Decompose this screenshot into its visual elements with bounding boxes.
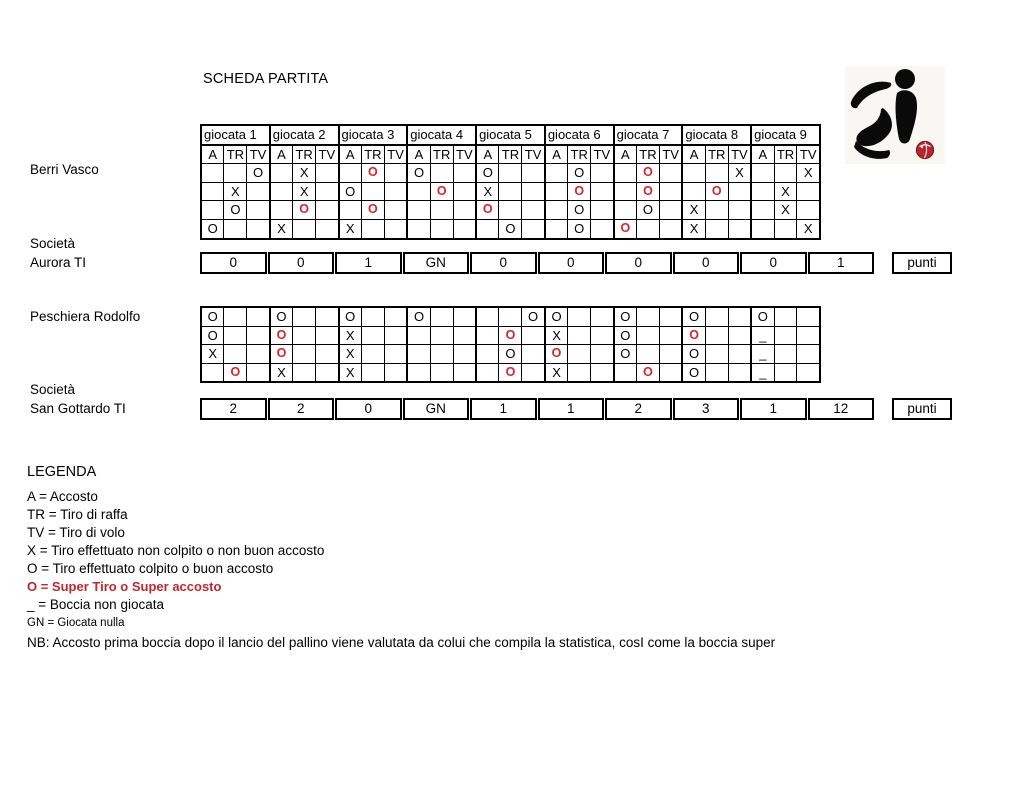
legend-item: O = Tiro effettuato colpito o buon accosto: [27, 561, 274, 576]
mark-cell: [201, 182, 224, 201]
mark-cell: O: [339, 307, 362, 326]
mark-cell: [361, 345, 384, 364]
mark-cell: O: [637, 363, 660, 382]
mark-cell: O: [499, 326, 522, 345]
mark-cell: [614, 201, 637, 220]
mark-cell: [568, 363, 591, 382]
subcol-header: TR: [361, 145, 384, 164]
mark-cell: [407, 201, 430, 220]
mark-cell: O: [270, 345, 293, 364]
mark-cell: [339, 164, 362, 183]
legend-item: GN = Giocata nulla: [27, 617, 125, 629]
subcol-header: A: [270, 145, 293, 164]
mark-cell: [316, 182, 339, 201]
mark-cell: X: [774, 201, 797, 220]
legend-item: X = Tiro effettuato non colpito o non buon accosto: [27, 543, 325, 558]
mark-cell: O: [568, 219, 591, 238]
score-cell: 1: [808, 252, 875, 274]
bocce-player-logo: [845, 66, 945, 164]
score-cell: 2: [605, 398, 672, 420]
mark-cell: [659, 219, 682, 238]
mark-cell: [728, 363, 751, 382]
legend-item: O = Super Tiro o Super accosto: [27, 579, 222, 594]
mark-cell: [224, 219, 247, 238]
mark-cell: [637, 219, 660, 238]
mark-cell: [591, 307, 614, 326]
mark-cell: [659, 326, 682, 345]
score-cell: 0: [673, 252, 740, 274]
mark-cell: [728, 326, 751, 345]
mark-cell: X: [682, 219, 705, 238]
mark-cell: [545, 219, 568, 238]
mark-cell: [751, 201, 774, 220]
mark-cell: [614, 164, 637, 183]
mark-cell: O: [614, 345, 637, 364]
mark-cell: X: [339, 219, 362, 238]
player1-name: Berri Vasco: [30, 162, 99, 177]
giocata-header: giocata 2: [270, 125, 339, 145]
mark-cell: [270, 182, 293, 201]
mark-cell: O: [568, 182, 591, 201]
subcol-header: TV: [522, 145, 545, 164]
mark-cell: [545, 182, 568, 201]
mark-cell: [384, 182, 407, 201]
mark-cell: X: [339, 326, 362, 345]
mark-cell: O: [247, 164, 270, 183]
mark-cell: [361, 219, 384, 238]
player2-punti-label: punti: [892, 398, 952, 420]
mark-cell: [728, 219, 751, 238]
subcol-header: TR: [705, 145, 728, 164]
mark-cell: [682, 164, 705, 183]
score-cell: 0: [200, 252, 267, 274]
mark-cell: [522, 201, 545, 220]
mark-cell: [476, 307, 499, 326]
mark-cell: [522, 182, 545, 201]
giocata-header: giocata 6: [545, 125, 614, 145]
score-cell: 2: [200, 398, 267, 420]
mark-cell: [476, 345, 499, 364]
mark-cell: [476, 219, 499, 238]
subcol-header: TV: [797, 145, 820, 164]
mark-cell: [407, 219, 430, 238]
subcol-header: TR: [568, 145, 591, 164]
mark-cell: [453, 363, 476, 382]
mark-cell: [499, 201, 522, 220]
mark-cell: [751, 182, 774, 201]
mark-cell: [201, 363, 224, 382]
legend-item: TR = Tiro di raffa: [27, 507, 128, 522]
mark-cell: [247, 363, 270, 382]
mark-cell: O: [201, 219, 224, 238]
mark-cell: X: [682, 201, 705, 220]
mark-cell: X: [339, 363, 362, 382]
mark-cell: [797, 201, 820, 220]
mark-cell: O: [682, 326, 705, 345]
mark-cell: O: [614, 326, 637, 345]
mark-cell: O: [361, 201, 384, 220]
mark-cell: [705, 164, 728, 183]
giocata-header: giocata 5: [476, 125, 545, 145]
mark-cell: X: [293, 182, 316, 201]
mark-cell: [728, 307, 751, 326]
mark-cell: [201, 201, 224, 220]
mark-cell: O: [339, 182, 362, 201]
mark-cell: [293, 345, 316, 364]
mark-cell: [430, 345, 453, 364]
mark-cell: [316, 219, 339, 238]
mark-cell: X: [797, 219, 820, 238]
mark-cell: [293, 219, 316, 238]
mark-cell: [453, 182, 476, 201]
score-cell: 0: [605, 252, 672, 274]
legend-heading: LEGENDA: [27, 464, 97, 480]
subcol-header: TV: [316, 145, 339, 164]
subcol-header: TV: [728, 145, 751, 164]
mark-cell: [545, 201, 568, 220]
mark-cell: [316, 201, 339, 220]
mark-cell: [774, 307, 797, 326]
mark-cell: [705, 345, 728, 364]
mark-cell: [293, 326, 316, 345]
mark-cell: O: [568, 164, 591, 183]
mark-cell: O: [682, 345, 705, 364]
mark-cell: [659, 307, 682, 326]
mark-cell: [384, 345, 407, 364]
mark-cell: O: [499, 345, 522, 364]
mark-cell: [361, 182, 384, 201]
mark-cell: [522, 326, 545, 345]
mark-cell: [797, 345, 820, 364]
mark-cell: [407, 182, 430, 201]
mark-cell: [270, 201, 293, 220]
mark-cell: [430, 326, 453, 345]
mark-cell: O: [499, 219, 522, 238]
player2-society-label: Società: [30, 382, 76, 397]
mark-cell: [522, 219, 545, 238]
mark-cell: [499, 307, 522, 326]
mark-cell: X: [476, 182, 499, 201]
player2-society: San Gottardo TI: [30, 401, 126, 416]
mark-cell: O: [705, 182, 728, 201]
mark-cell: [384, 164, 407, 183]
mark-cell: [224, 307, 247, 326]
mark-cell: [247, 326, 270, 345]
mark-cell: [384, 307, 407, 326]
giocata-header: giocata 9: [751, 125, 820, 145]
mark-cell: [270, 164, 293, 183]
mark-cell: X: [545, 363, 568, 382]
mark-cell: [476, 363, 499, 382]
player2-mark-grid: [200, 306, 821, 383]
mark-cell: [224, 345, 247, 364]
mark-cell: [316, 345, 339, 364]
giocata-header: giocata 7: [614, 125, 683, 145]
score-cell: 1: [335, 252, 402, 274]
mark-cell: [316, 363, 339, 382]
mark-cell: [568, 345, 591, 364]
mark-cell: X: [293, 164, 316, 183]
mark-cell: [224, 326, 247, 345]
mark-cell: [430, 307, 453, 326]
giocata-header: giocata 8: [682, 125, 751, 145]
subcol-header: TV: [659, 145, 682, 164]
legend: [27, 464, 775, 650]
mark-cell: [637, 326, 660, 345]
mark-cell: [453, 164, 476, 183]
mark-cell: [568, 326, 591, 345]
mark-cell: [591, 345, 614, 364]
mark-cell: [591, 363, 614, 382]
mark-cell: O: [407, 164, 430, 183]
score-cell: 0: [335, 398, 402, 420]
mark-cell: [293, 307, 316, 326]
mark-cell: [201, 164, 224, 183]
mark-cell: O: [476, 201, 499, 220]
mark-cell: O: [637, 201, 660, 220]
mark-cell: [682, 182, 705, 201]
subcol-header: A: [545, 145, 568, 164]
subcol-header: A: [339, 145, 362, 164]
bocce-player-icon: [845, 66, 945, 164]
mark-cell: O: [614, 219, 637, 238]
mark-cell: [591, 164, 614, 183]
score-cell: 2: [268, 398, 335, 420]
score-cell: 0: [470, 252, 537, 274]
subcol-header: TR: [774, 145, 797, 164]
mark-cell: [659, 363, 682, 382]
mark-cell: O: [361, 164, 384, 183]
mark-cell: [453, 307, 476, 326]
score-cell: 0: [740, 252, 807, 274]
score-cell: 12: [808, 398, 875, 420]
mark-cell: [774, 219, 797, 238]
mark-cell: [293, 363, 316, 382]
mark-cell: [591, 219, 614, 238]
legend-item: A = Accosto: [27, 489, 98, 504]
mark-cell: X: [224, 182, 247, 201]
mark-cell: [361, 363, 384, 382]
mark-cell: O: [270, 307, 293, 326]
score-cell: GN: [403, 398, 470, 420]
subcol-header: TR: [430, 145, 453, 164]
subcol-header: TR: [499, 145, 522, 164]
subcol-header: TR: [637, 145, 660, 164]
mark-cell: [430, 363, 453, 382]
legend-note: NB: Accosto prima boccia dopo il lancio del pallino viene valutata da colui che compila la statistica, cosI come la boccia super: [27, 634, 776, 650]
mark-cell: O: [637, 182, 660, 201]
subcol-header: TV: [247, 145, 270, 164]
score-cell: GN: [403, 252, 470, 274]
mark-cell: O: [476, 164, 499, 183]
mark-cell: _: [751, 345, 774, 364]
giocata-header: giocata 4: [407, 125, 476, 145]
mark-cell: [659, 201, 682, 220]
mark-cell: O: [682, 307, 705, 326]
subcol-header: A: [476, 145, 499, 164]
page-title: SCHEDA PARTITA: [203, 71, 329, 87]
mark-cell: O: [499, 363, 522, 382]
subcol-header: A: [614, 145, 637, 164]
mark-cell: [384, 219, 407, 238]
mark-cell: X: [728, 164, 751, 183]
mark-cell: [774, 363, 797, 382]
player1-mark-grid: [200, 124, 821, 240]
mark-cell: [247, 182, 270, 201]
mark-cell: O: [522, 307, 545, 326]
mark-cell: _: [751, 326, 774, 345]
score-cell: 1: [470, 398, 537, 420]
mark-cell: X: [339, 345, 362, 364]
mark-cell: [705, 363, 728, 382]
mark-cell: [247, 219, 270, 238]
mark-cell: X: [201, 345, 224, 364]
mark-cell: [797, 363, 820, 382]
mark-cell: [407, 326, 430, 345]
mark-cell: [247, 345, 270, 364]
mark-cell: [568, 307, 591, 326]
mark-cell: [774, 345, 797, 364]
score-cell: 0: [538, 252, 605, 274]
subcol-header: TR: [293, 145, 316, 164]
mark-cell: [316, 307, 339, 326]
mark-cell: [728, 182, 751, 201]
mark-cell: [476, 326, 499, 345]
mark-cell: O: [224, 363, 247, 382]
mark-cell: _: [751, 363, 774, 382]
subcol-header: A: [682, 145, 705, 164]
mark-cell: X: [797, 164, 820, 183]
mark-cell: X: [270, 363, 293, 382]
legend-items: [27, 488, 775, 634]
mark-cell: [705, 326, 728, 345]
mark-cell: [453, 345, 476, 364]
score-cell: 3: [673, 398, 740, 420]
mark-cell: [591, 201, 614, 220]
player1-score-row: [200, 252, 874, 274]
subcol-header: TV: [453, 145, 476, 164]
subcol-header: TV: [591, 145, 614, 164]
mark-cell: X: [270, 219, 293, 238]
mark-cell: [407, 363, 430, 382]
mark-cell: [659, 164, 682, 183]
mark-cell: [339, 201, 362, 220]
mark-cell: [797, 182, 820, 201]
mark-cell: [659, 182, 682, 201]
mark-cell: [247, 307, 270, 326]
player2-name: Peschiera Rodolfo: [30, 309, 141, 324]
mark-cell: [430, 219, 453, 238]
mark-cell: [384, 326, 407, 345]
giocata-header: giocata 3: [339, 125, 408, 145]
mark-cell: O: [568, 201, 591, 220]
score-cell: 1: [538, 398, 605, 420]
mark-cell: X: [774, 182, 797, 201]
mark-cell: [247, 201, 270, 220]
mark-cell: [637, 307, 660, 326]
mark-cell: O: [430, 182, 453, 201]
subcol-header: A: [751, 145, 774, 164]
mark-cell: X: [545, 326, 568, 345]
mark-cell: O: [224, 201, 247, 220]
mark-cell: O: [201, 326, 224, 345]
mark-cell: [774, 164, 797, 183]
subcol-header: A: [407, 145, 430, 164]
mark-cell: [591, 326, 614, 345]
mark-cell: [453, 219, 476, 238]
mark-cell: [705, 307, 728, 326]
mark-cell: O: [682, 363, 705, 382]
mark-cell: [522, 164, 545, 183]
mark-cell: [361, 307, 384, 326]
mark-cell: [499, 164, 522, 183]
mark-cell: O: [270, 326, 293, 345]
player1-punti-label: punti: [892, 252, 952, 274]
mark-cell: [637, 345, 660, 364]
mark-cell: O: [201, 307, 224, 326]
mark-cell: [797, 326, 820, 345]
mark-cell: [774, 326, 797, 345]
mark-cell: O: [407, 307, 430, 326]
mark-cell: [316, 326, 339, 345]
mark-cell: [728, 345, 751, 364]
mark-cell: [499, 182, 522, 201]
mark-cell: [728, 201, 751, 220]
mark-cell: [797, 307, 820, 326]
mark-cell: [453, 201, 476, 220]
player1-society-label: Società: [30, 236, 76, 251]
mark-cell: [522, 345, 545, 364]
mark-cell: [407, 345, 430, 364]
legend-item: _ = Boccia non giocata: [27, 597, 164, 612]
mark-cell: [545, 164, 568, 183]
legend-item: TV = Tiro di volo: [27, 525, 125, 540]
mark-cell: [705, 201, 728, 220]
subcol-header: TR: [224, 145, 247, 164]
mark-cell: [384, 363, 407, 382]
mark-cell: O: [637, 164, 660, 183]
player2-score-row: [200, 398, 874, 420]
mark-cell: O: [614, 307, 637, 326]
mark-cell: [614, 182, 637, 201]
mark-cell: [522, 363, 545, 382]
subcol-header: TV: [384, 145, 407, 164]
mark-cell: [430, 201, 453, 220]
mark-cell: [659, 345, 682, 364]
mark-cell: O: [293, 201, 316, 220]
score-cell: 0: [268, 252, 335, 274]
score-cell: 1: [740, 398, 807, 420]
mark-cell: [224, 164, 247, 183]
mark-cell: O: [545, 307, 568, 326]
mark-cell: [453, 326, 476, 345]
mark-cell: [361, 326, 384, 345]
mark-cell: [430, 164, 453, 183]
mark-cell: [614, 363, 637, 382]
mark-cell: [751, 219, 774, 238]
mark-cell: [705, 219, 728, 238]
player1-society: Aurora TI: [30, 255, 87, 270]
mark-cell: [751, 164, 774, 183]
giocata-header: giocata 1: [201, 125, 270, 145]
subcol-header: A: [201, 145, 224, 164]
mark-cell: O: [545, 345, 568, 364]
mark-cell: [384, 201, 407, 220]
mark-cell: O: [751, 307, 774, 326]
mark-cell: [591, 182, 614, 201]
mark-cell: [316, 164, 339, 183]
